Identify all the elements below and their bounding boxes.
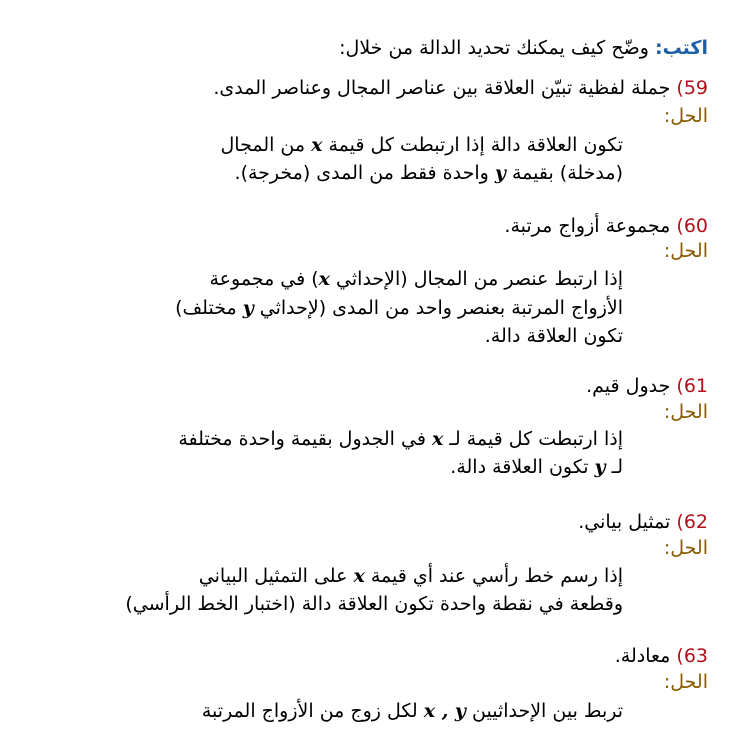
- question-number: 63): [676, 645, 708, 667]
- variable: x: [318, 268, 330, 290]
- answer-line: تربط بين الإحداثيين x , y لكل زوج من الأزواج المرتبة: [201, 700, 623, 722]
- question-text: تمثيل بياني.: [578, 511, 677, 533]
- question-text: جدول قيم.: [586, 375, 677, 397]
- instruction-text: وضّح كيف يمكنك تحديد الدالة من خلال:: [339, 37, 655, 59]
- question-text: معادلة.: [614, 645, 677, 667]
- question-59: [213, 74, 708, 102]
- answer-line: إذا رسم خط رأسي عند أي قيمة x على التمثيل البياني: [198, 565, 623, 587]
- question-number: 59): [676, 77, 708, 99]
- answer-line: تكون العلاقة دالة إذا ارتبطت كل قيمة x من المجال: [220, 134, 623, 156]
- instruction-keyword: اكتب:: [654, 37, 708, 59]
- question-number: 62): [676, 511, 708, 533]
- answer-line: (مدخلة) بقيمة y واحدة فقط من المدى (مخرجة).: [234, 162, 623, 184]
- question-60: [504, 212, 708, 240]
- question-62: [578, 508, 708, 536]
- answer-line: إذا ارتبط عنصر من المجال (الإحداثي x) في مجموعة: [209, 268, 623, 290]
- variable: y: [242, 297, 254, 319]
- variable: x , y: [423, 700, 466, 722]
- variable: y: [494, 162, 506, 184]
- variable: x: [431, 428, 444, 450]
- question-number: 60): [676, 215, 708, 237]
- solution-label: الحل:: [663, 671, 708, 693]
- question-text: جملة لفظية تبيّن العلاقة بين عناصر المجال وعناصر المدى.: [213, 77, 677, 99]
- question-text: مجموعة أزواج مرتبة.: [504, 215, 677, 237]
- variable: y: [594, 456, 606, 478]
- instruction-heading: [339, 34, 708, 62]
- answer-line: تكون العلاقة دالة.: [484, 325, 623, 347]
- solution-label: الحل:: [663, 401, 708, 423]
- answer-line: لـ y تكون العلاقة دالة.: [450, 456, 623, 478]
- question-number: 61): [676, 375, 708, 397]
- answer-line: إذا ارتبطت كل قيمة لـ x في الجدول بقيمة واحدة مختلفة: [178, 428, 623, 450]
- answer-line: الأزواج المرتبة بعنصر واحد من المدى (لإحداثي y مختلف): [175, 297, 623, 319]
- variable: x: [311, 134, 323, 156]
- question-63: [615, 642, 708, 670]
- question-61: [586, 372, 708, 400]
- variable: x: [353, 565, 365, 587]
- solution-label: الحل:: [663, 537, 708, 559]
- solution-label: الحل:: [663, 105, 708, 127]
- answer-line: وقطعة في نقطة واحدة تكون العلاقة دالة (اختبار الخط الرأسي): [125, 593, 623, 615]
- solution-label: الحل:: [663, 240, 708, 262]
